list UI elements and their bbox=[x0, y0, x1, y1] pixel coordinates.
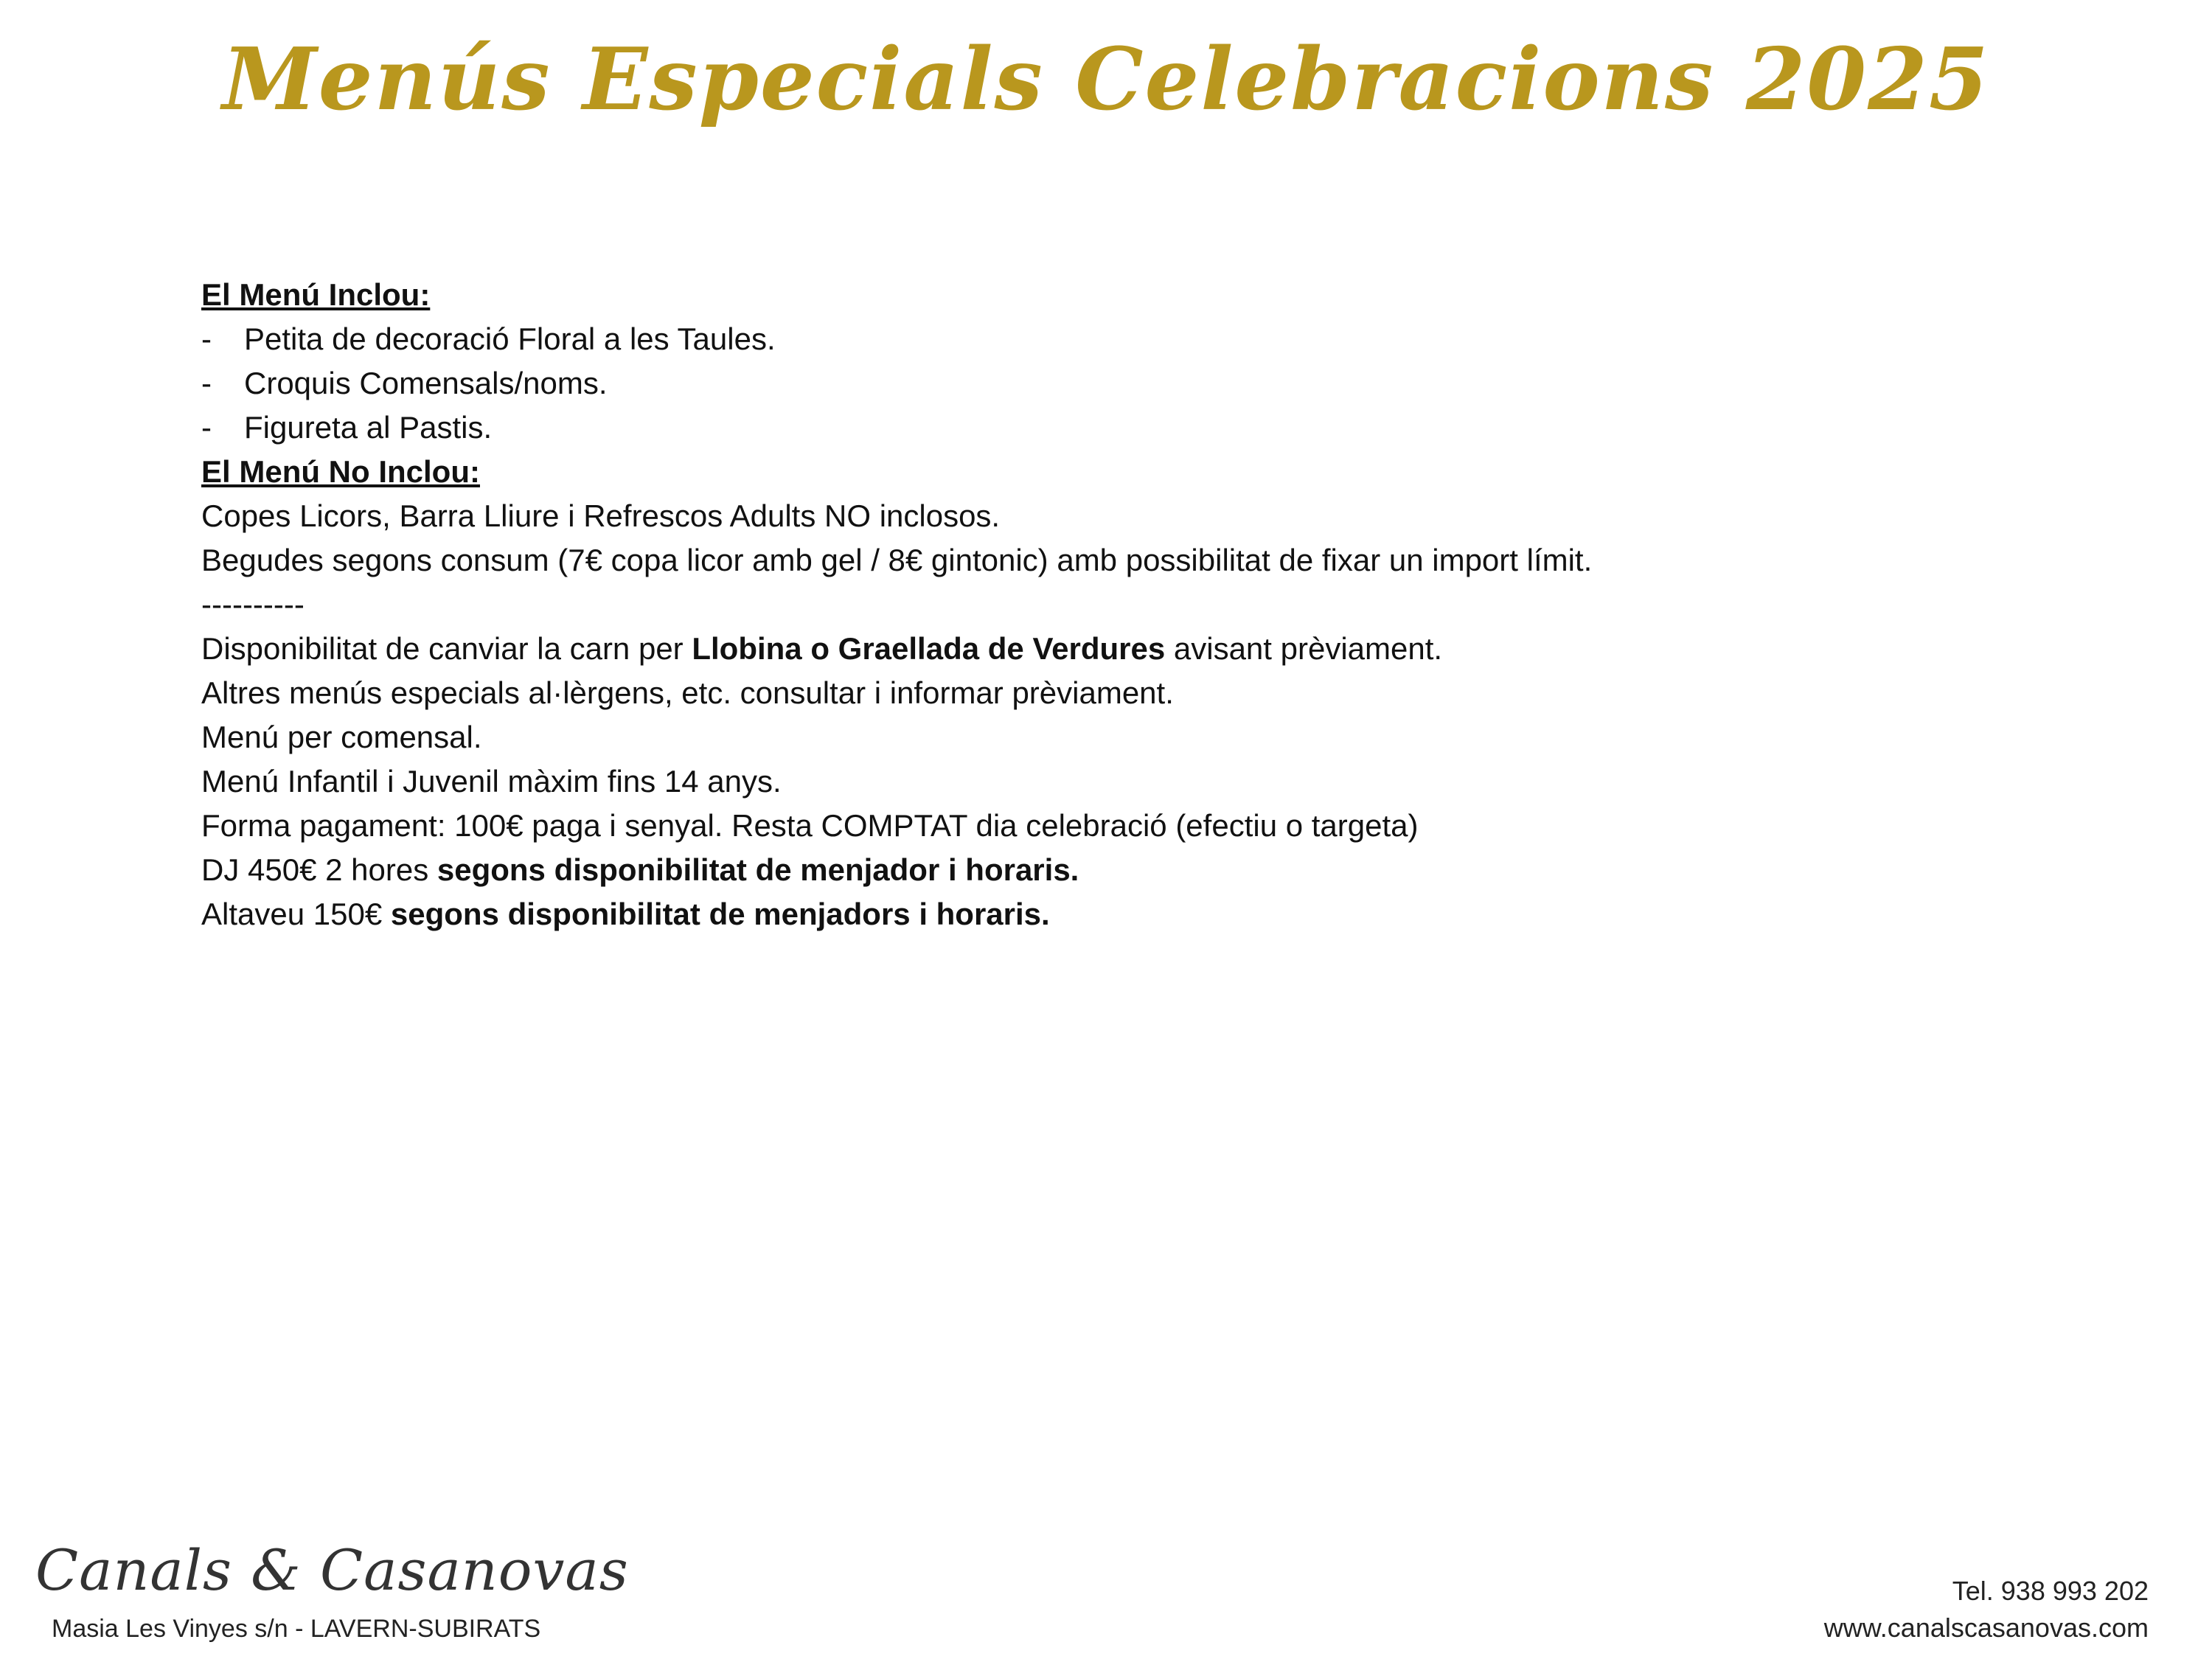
list-item-text: Croquis Comensals/noms. bbox=[244, 366, 608, 400]
list-item-text: Petita de decoració Floral a les Taules. bbox=[244, 321, 776, 356]
list-item: - Croquis Comensals/noms. bbox=[201, 366, 608, 400]
note-kids-menu: Menú Infantil i Juvenil màxim fins 14 anys. bbox=[201, 764, 782, 799]
separator: ---------- bbox=[201, 587, 305, 622]
note-meat-substitution: Disponibilitat de canviar la carn per Llobina o Graellada de Verdures avisant prèviament. bbox=[201, 631, 1443, 666]
excludes-heading: El Menú No Inclou: bbox=[201, 454, 480, 489]
footer-contact bbox=[1824, 1573, 2149, 1646]
excludes-line-consumption: Begudes segons consum (7€ copa licor amb gel / 8€ gintonic) amb possibilitat de fixar un import límit. bbox=[201, 543, 1593, 577]
list-item: - Petita de decoració Floral a les Taules. bbox=[201, 321, 776, 356]
footer-address: Masia Les Vinyes s/n - LAVERN-SUBIRATS bbox=[52, 1615, 541, 1643]
includes-heading: El Menú Inclou: bbox=[201, 277, 431, 312]
note-dj: DJ 450€ 2 hores segons disponibilitat de menjador i horaris. bbox=[201, 852, 1079, 887]
note-per-guest: Menú per comensal. bbox=[201, 720, 482, 754]
list-item-text: Figureta al Pastis. bbox=[244, 410, 493, 445]
note-allergens: Altres menús especials al·lèrgens, etc. consultar i informar prèviament. bbox=[201, 675, 1174, 710]
brand-logo: Canals & Casanovas bbox=[35, 1537, 629, 1603]
list-item: - Figureta al Pastis. bbox=[201, 410, 493, 445]
note-payment: Forma pagament: 100€ paga i senyal. Resta COMPTAT dia celebració (efectiu o targeta) bbox=[201, 808, 1419, 843]
menu-conditions bbox=[201, 273, 1691, 936]
page-title: Menús Especials Celebracions 2025 bbox=[222, 29, 1990, 130]
note-speaker: Altaveu 150€ segons disponibilitat de menjadors i horaris. bbox=[201, 897, 1050, 931]
website-link[interactable]: www.canalscasanovas.com bbox=[1823, 1613, 2149, 1643]
excludes-line-drinks: Copes Licors, Barra Lliure i Refrescos Adults NO inclosos. bbox=[201, 498, 1001, 533]
phone-number: Tel. 938 993 202 bbox=[1952, 1576, 2149, 1606]
